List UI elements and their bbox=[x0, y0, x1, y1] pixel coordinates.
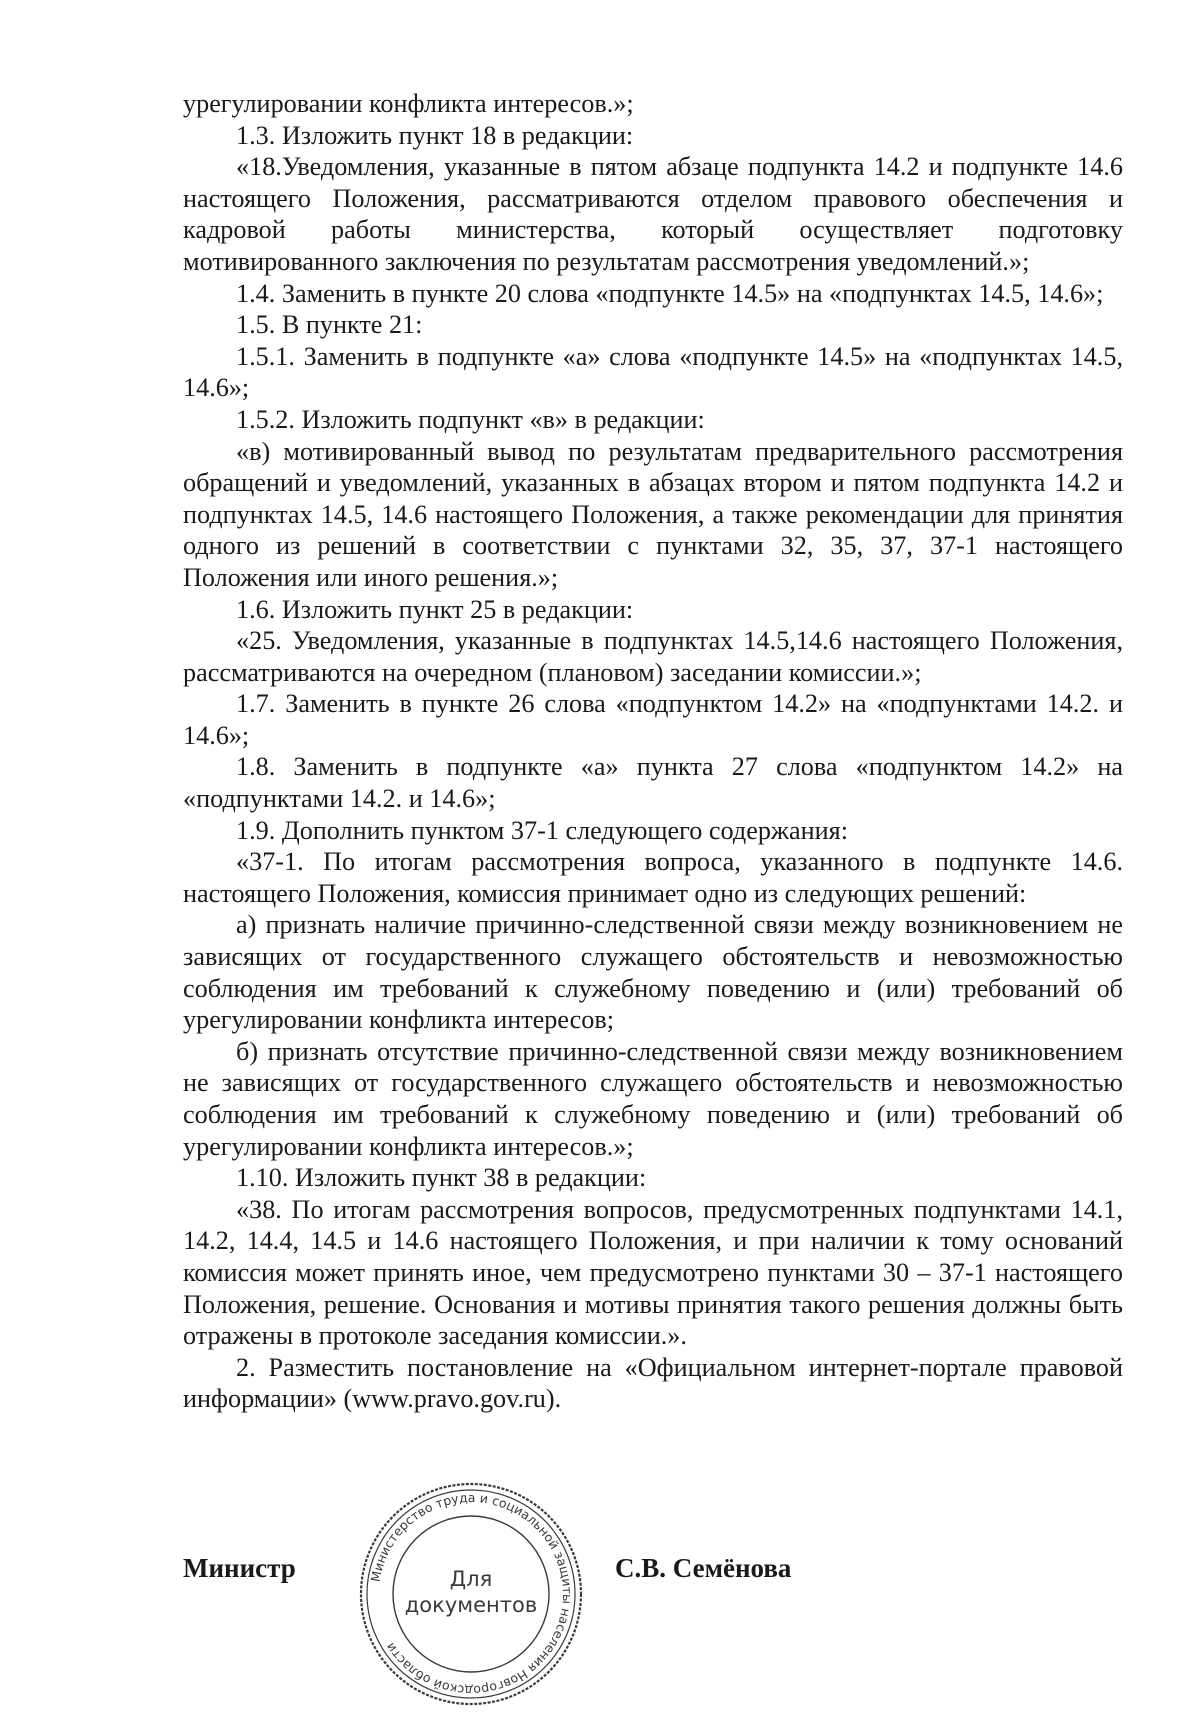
paragraph: 1.9. Дополнить пунктом 37-1 следующего содержания: bbox=[236, 815, 848, 845]
paragraph: «37-1. По итогам рассмотрения вопроса, указанного в подпункте 14.6. настоящего Положения, комиссия принимает одно из следующих решений: bbox=[183, 847, 1123, 908]
paragraph: 2. Разместить постановление на «Официальном интернет-портале правовой информации» (www.pravo.gov.ru). bbox=[183, 1352, 1123, 1414]
paragraph: 1.8. Заменить в подпункте «а» пункта 27 слова «подпунктом 14.2» на «подпунктами 14.2. и 14.6»; bbox=[183, 752, 1123, 814]
paragraph: а) признать наличие причинно-следственной связи между возникновением не зависящих от государственного служащего обстоятельств и невозможностью соблюдения им требований к служебному поведению и (или) требований об урегулировании конфликта интересов; bbox=[183, 910, 1123, 1035]
paragraph: 1.4. Заменить в пункте 20 слова «подпункте 14.5» на «подпунктах 14.5, 14.6»; bbox=[236, 278, 1104, 308]
paragraph: б) признать отсутствие причинно-следственной связи между возникновением не зависящих от государственного служащего обстоятельств и невозможностью соблюдения им требований к служебному поведению и (или) требований об урегулировании конфликта интересов.»; bbox=[183, 1036, 1123, 1161]
paragraph: «25. Уведомления, указанные в подпунктах 14.5,14.6 настоящего Положения, рассматриваются на очередном (плановом) заседании комиссии.»; bbox=[183, 626, 1123, 687]
paragraph: 1.5.2. Изложить подпункт «в» в редакции: bbox=[236, 404, 705, 434]
stamp-ring-text: Министерство труда и социальной защиты населения Новгородской области bbox=[367, 1489, 576, 1699]
signatory-name: С.В. Семёнова bbox=[615, 1553, 792, 1583]
document-body bbox=[183, 88, 1123, 1415]
stamp-center-line-2: документов bbox=[404, 1593, 538, 1617]
paragraph: 1.7. Заменить в пункте 26 слова «подпунктом 14.2» на «подпунктами 14.2. и 14.6»; bbox=[183, 689, 1123, 750]
paragraph: 1.5. В пункте 21: bbox=[236, 310, 423, 340]
stamp-center-line-1: Для bbox=[449, 1567, 493, 1591]
signature-block bbox=[183, 1553, 1123, 1593]
paragraph: «18.Уведомления, указанные в пятом абзаце подпункта 14.2 и подпункте 14.6 настоящего Положения, рассматриваются отделом правового обеспечения и кадровой работы министерства, который осуществляет подготовку мотивированного заключения по результатам рассмотрения уведомлений.»; bbox=[183, 152, 1123, 276]
paragraph: 1.6. Изложить пункт 25 в редакции: bbox=[236, 594, 634, 624]
signatory-title: Министр bbox=[183, 1553, 296, 1583]
stamp-svg bbox=[357, 1480, 585, 1708]
paragraph: урегулировании конфликта интересов.»; bbox=[183, 89, 634, 118]
paragraph: 1.10. Изложить пункт 38 в редакции: bbox=[236, 1163, 647, 1193]
paragraph: 1.3. Изложить пункт 18 в редакции: bbox=[236, 120, 634, 150]
paragraph: «в) мотивированный вывод по результатам предварительного рассмотрения обращений и уведомлений, указанных в абзацах втором и пятом подпункта 14.2 и подпунктах 14.5, 14.6 настоящего Положения, а также рекомендации для принятия одного из решений в соответствии с пунктами 32, 35, 37, 37-1 настоящего Положения или иного решения.»; bbox=[183, 436, 1123, 592]
paragraph: 1.5.1. Заменить в подпункте «а» слова «подпункте 14.5» на «подпунктах 14.5, 14.6»; bbox=[183, 341, 1123, 403]
paragraph: «38. По итогам рассмотрения вопросов, предусмотренных подпунктами 14.1, 14.2, 14.4, 14.5 и 14.6 настоящего Положения, и при наличии к тому оснований комиссия может принять иное, чем предусмотрено пунктами 30 – 37-1 настоящего Положения, решение. Основания и мотивы принятия такого решения должны быть отражены в протоколе заседания комиссии.». bbox=[183, 1194, 1123, 1351]
official-stamp bbox=[357, 1480, 585, 1708]
